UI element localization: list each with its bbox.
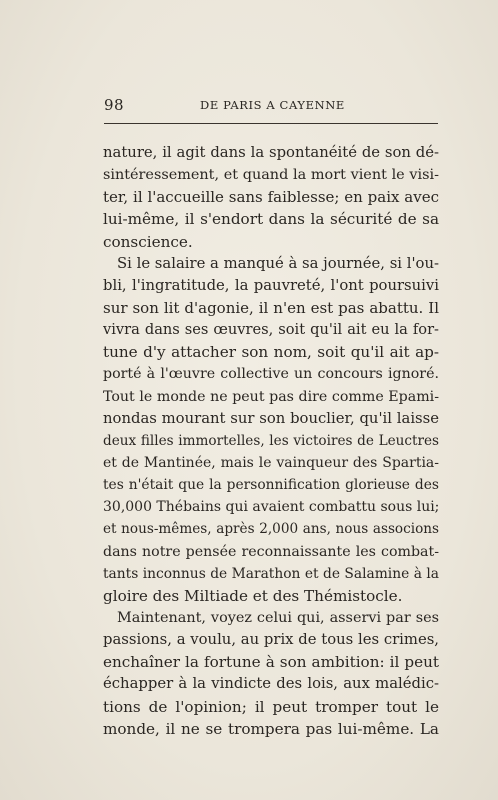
text-line: échapper à la vindicte des lois, aux malédic- [103, 675, 439, 693]
text-line: tants inconnus de Marathon et de Salamine à la [103, 565, 439, 582]
text-line: tions de l'opinion; il peut tromper tout le [103, 697, 439, 716]
page-number: 98 [104, 96, 125, 114]
running-title: DE PARIS A CAYENNE [200, 98, 345, 112]
text-line: conscience. [103, 232, 193, 251]
text-line: deux filles immortelles, les victoires de Leuctres [103, 432, 439, 449]
text-line: tes n'était que la personnification glorieuse des [103, 477, 439, 494]
text-line: Si le salaire a manqué à sa journée, si l'ou- [117, 254, 439, 272]
text-line: sintéressement, et quand la mort vient le visi- [103, 167, 439, 184]
text-line: nondas mourant sur son bouclier, qu'il laisse [103, 409, 439, 427]
text-line: passions, a voulu, au prix de tous les crimes, [103, 631, 439, 649]
text-line: sur son lit d'agonie, il n'en est pas abattu. Il [103, 298, 439, 317]
text-line: Tout le monde ne peut pas dire comme Epami- [103, 388, 439, 405]
text-line: lui-même, il s'endort dans la sécurité de sa [103, 210, 439, 229]
page-header [104, 96, 438, 118]
text-line: dans notre pensée reconnaissante les combat- [103, 543, 439, 560]
text-line: nature, il agit dans la spontanéité de son dé- [103, 144, 439, 161]
text-line: tune d'y attacher son nom, soit qu'il ait ap- [103, 343, 439, 362]
text-line: monde, il ne se trompera pas lui-même. La [103, 719, 439, 738]
text-line: gloire des Miltiade et des Thémistocle. [103, 586, 403, 605]
header-rule [104, 123, 438, 124]
text-line: Maintenant, voyez celui qui, asservi par ses [117, 609, 439, 626]
text-line: et de Mantinée, mais le vainqueur des Spartia- [103, 454, 439, 471]
body-text [103, 142, 439, 740]
text-line: vivra dans ses œuvres, soit qu'il ait eu la for- [103, 321, 439, 339]
text-line: porté à l'œuvre collective un concours ignoré. [103, 366, 439, 383]
text-line: enchaîner la fortune à son ambition: il peut [103, 653, 439, 672]
text-line: et nous-mêmes, après 2,000 ans, nous associons [103, 521, 439, 538]
text-line: 30,000 Thébains qui avaient combattu sous lui; [103, 499, 439, 516]
text-line: ter, il l'accueille sans faiblesse; en paix avec [103, 188, 439, 207]
text-line: bli, l'ingratitude, la pauvreté, l'ont poursuivi [103, 276, 439, 294]
